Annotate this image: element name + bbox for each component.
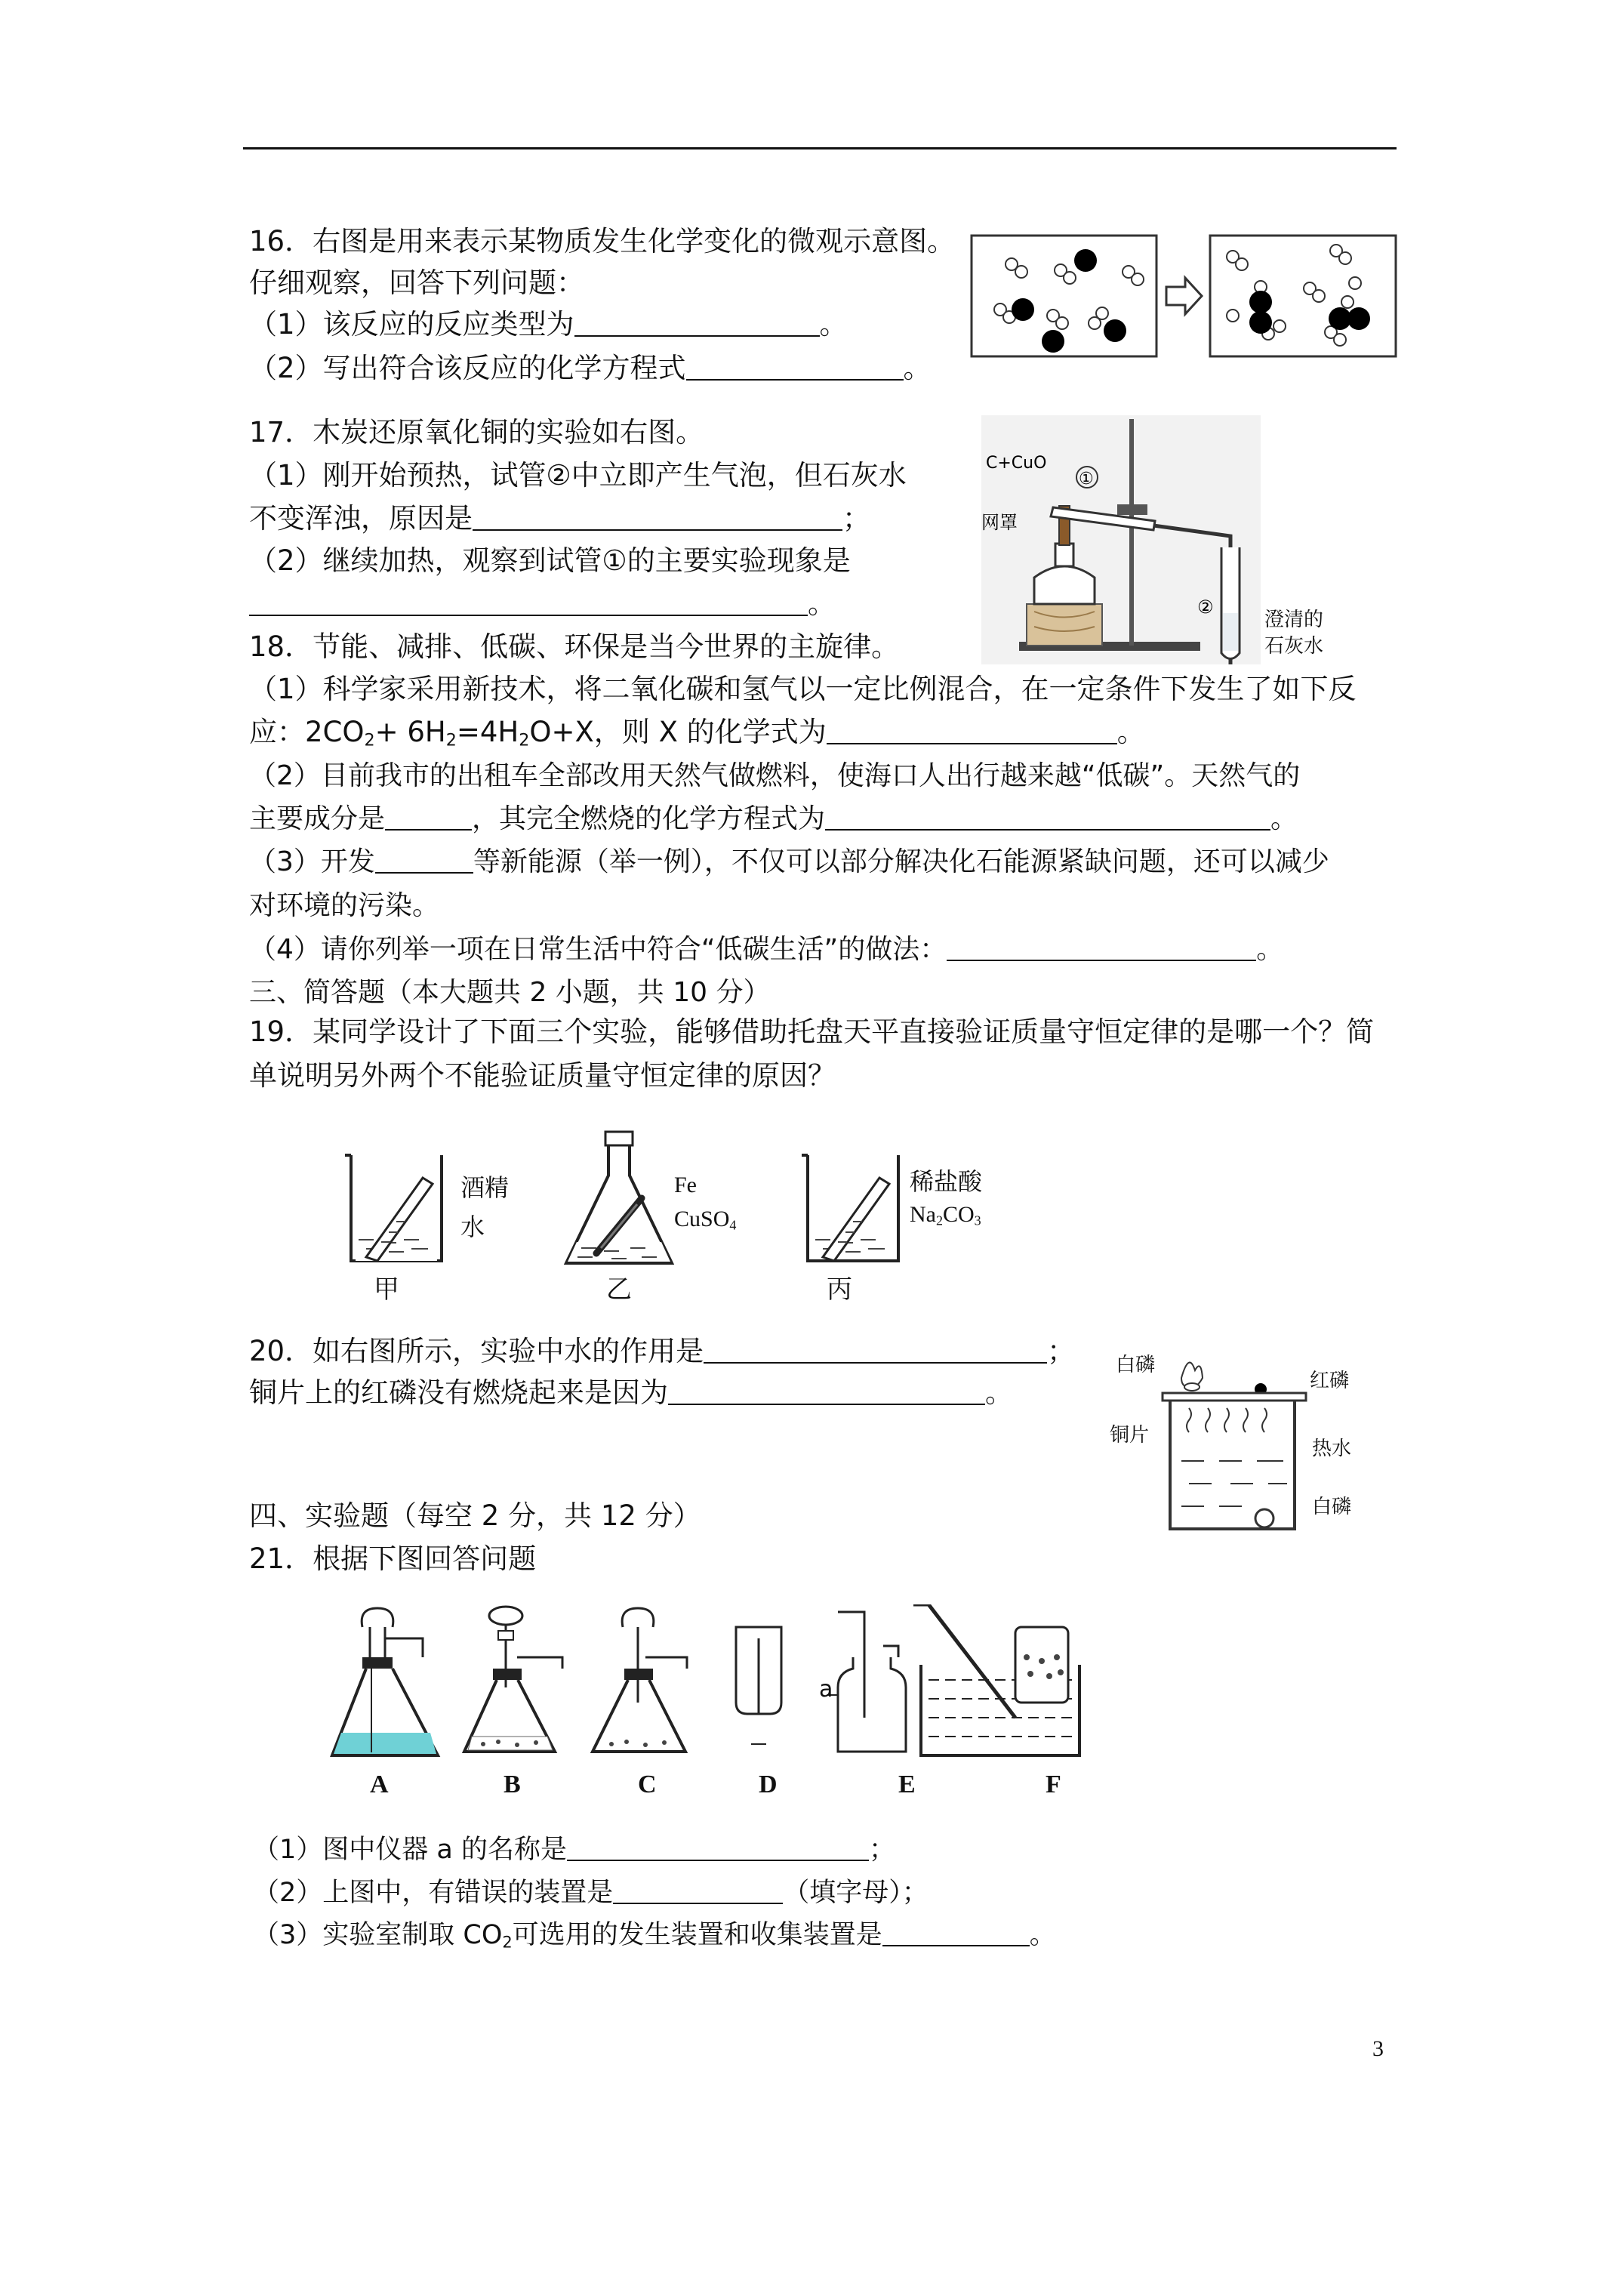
q21-line1: 21．根据下图回答问题 (249, 1542, 537, 1575)
q17-tube2-label: ② (1197, 596, 1214, 618)
q19-beaker-jia (343, 1148, 449, 1268)
q20-line2-end: 。 (985, 1376, 1013, 1409)
q18-line8-end: 。 (1256, 934, 1284, 965)
q19-yi-label-cuso4 (674, 1207, 736, 1234)
q16-line1: 16．右图是用来表示某物质发生化学变化的微观示意图。 (249, 225, 956, 257)
q20-line2 (249, 1374, 1013, 1412)
q21-sub3-subscript: 2 (502, 1933, 513, 1952)
q17-lime-label-2: 石灰水 (1264, 635, 1324, 658)
q21-apparatus-c (593, 1608, 687, 1752)
q20-line2-text: 铜片上的红磷没有燃烧起来是因为 (249, 1376, 668, 1409)
q21-label-C: C (638, 1771, 657, 1798)
q21-sub3-text-b: 可选用的发生装置和收集装置是 (512, 1920, 882, 1950)
q20-line1-end: ； (1047, 1335, 1076, 1367)
q18-eq-sub-3: 2 (519, 730, 530, 750)
q17-tube1-label: ① (1079, 470, 1094, 488)
q19-flask-yi (559, 1129, 687, 1272)
q19-beaker-bing (800, 1148, 906, 1268)
q20-answer-blank-1[interactable] (704, 1338, 1047, 1364)
q17-apparatus-diagram (981, 415, 1261, 664)
q21-apparatus-b (464, 1607, 562, 1752)
q17-part1-text: 不变浑浊，原因是 (249, 502, 473, 535)
q19-yi-cuso-text: CuSO (674, 1207, 730, 1231)
q18-line4: （2）目前我市的出租车全部改用天然气做燃料，使海口人出行越来越“低碳”。天然气的 (249, 760, 1301, 791)
q21-sub2-text: （2）上图中，有错误的装置是 (253, 1878, 614, 1908)
q16-part1-end: 。 (819, 308, 848, 341)
q19-yi-label-fe: Fe (674, 1173, 697, 1197)
q19-bing-caption: 丙 (827, 1274, 852, 1305)
q21-sub2 (253, 1874, 929, 1912)
q19-yi-caption: 乙 (606, 1274, 632, 1305)
section3-heading: 三、简答题（本大题共 2 小题，共 10 分） (249, 977, 771, 1008)
q18-line6 (249, 843, 1329, 881)
q19-jia-label-water: 水 (460, 1213, 485, 1241)
q17-line3 (249, 500, 870, 538)
q18-line3 (249, 713, 1145, 760)
q18-eq-sub-1: 2 (364, 730, 375, 750)
q21-sub3-end: 。 (1029, 1920, 1056, 1950)
q21-apparatus-d (736, 1627, 781, 1744)
q20-phosphorus-diagram (1159, 1348, 1310, 1536)
q19-bing-sub3: 3 (974, 1213, 981, 1228)
q21-apparatus-a (332, 1608, 438, 1755)
q21-label-A: A (370, 1771, 389, 1798)
q21-sub3 (253, 1916, 1056, 1961)
q17-line4: （2）继续加热，观察到试管①的主要实验现象是 (249, 544, 851, 577)
q16-answer-blank-1[interactable] (574, 311, 820, 337)
q17-line5 (249, 585, 836, 623)
q17-lime-label-1: 澄清的 (1264, 609, 1324, 631)
q18-answer-blank-4[interactable] (375, 848, 473, 874)
q18-answer-blank-3[interactable] (825, 805, 1270, 831)
q18-line8-text: （4）请你列举一项在日常生活中符合“低碳生活”的做法： (249, 934, 947, 965)
q21-label-F: F (1046, 1771, 1061, 1798)
q21-apparatus-e (827, 1612, 906, 1752)
q21-label-E: E (898, 1771, 916, 1798)
q21-answer-blank-3[interactable] (882, 1921, 1030, 1946)
page-number: 3 (1372, 2036, 1384, 2061)
q19-bing-na-text: Na (910, 1202, 936, 1227)
q21-apparatus-diagram (325, 1604, 1147, 1763)
q19-bing-label-na2co3 (910, 1202, 981, 1229)
q21-answer-blank-2[interactable] (613, 1878, 783, 1904)
q19-jia-caption: 甲 (374, 1274, 399, 1305)
q18-eq-sub-2: 2 (445, 730, 457, 750)
q18-eq-part-b: + 6H (374, 716, 446, 748)
q17-part2-end: 。 (808, 587, 836, 620)
q16-line4 (249, 350, 932, 387)
q20-answer-blank-2[interactable] (668, 1379, 985, 1405)
q16-part2-text: （2）写出符合该反应的化学方程式 (249, 352, 686, 384)
q19-bing-co-text: CO (942, 1202, 975, 1227)
q17-reagent-label: C+CuO (986, 454, 1047, 473)
q18-line3-end: 。 (1116, 716, 1145, 748)
q21-sub3-text: （3）实验室制取 CO (253, 1920, 503, 1950)
q21-apparatus-f (913, 1604, 1079, 1755)
q21-answer-blank-1[interactable] (567, 1835, 869, 1861)
q17-mesh-label: 网罩 (981, 512, 1018, 533)
q20-line1-text: 20．如右图所示，实验中水的作用是 (249, 1335, 704, 1367)
q21-label-B: B (504, 1771, 521, 1798)
q20-label-hot-water: 热水 (1312, 1438, 1352, 1460)
q16-line2: 仔细观察，回答下列问题： (249, 267, 584, 299)
q18-line5-text-a: 主要成分是 (249, 803, 386, 834)
q17-answer-blank-2[interactable] (249, 590, 808, 616)
q19-bing-label-hcl: 稀盐酸 (910, 1167, 983, 1196)
q16-answer-blank-2[interactable] (686, 355, 904, 381)
q16-micro-diagram (970, 227, 1400, 359)
q21-sub1 (253, 1831, 895, 1869)
q18-line5-end: 。 (1270, 803, 1298, 834)
q19-jia-label-alcohol: 酒精 (460, 1173, 510, 1202)
q20-label-copper: 铜片 (1110, 1424, 1150, 1447)
q21-sub1-text: （1）图中仪器 a 的名称是 (253, 1835, 567, 1865)
q18-answer-blank-5[interactable] (947, 935, 1256, 961)
q16-line3 (249, 306, 848, 344)
q16-part2-end: 。 (903, 352, 932, 384)
q21-sub2-end: （填字母）； (783, 1878, 929, 1908)
q18-line2: （1）科学家采用新技术，将二氧化碳和氢气以一定比例混合，在一定条件下发生了如下反 (249, 673, 1357, 705)
q18-line5 (249, 800, 1298, 838)
section4-heading: 四、实验题（每空 2 分，共 12 分） (249, 1499, 701, 1532)
q18-line1: 18．节能、减排、低碳、环保是当今世界的主旋律。 (249, 630, 900, 663)
q19-bing-sub2: 2 (935, 1213, 943, 1228)
q18-answer-blank-1[interactable] (827, 719, 1117, 744)
q18-line8 (249, 931, 1283, 969)
q18-line7: 对环境的污染。 (249, 890, 440, 921)
header-rule (243, 147, 1397, 149)
q20-label-white-p-bottom: 白磷 (1312, 1496, 1352, 1518)
q18-line5-text-b: ，其完全燃烧的化学方程式为 (472, 803, 826, 834)
q18-line6-text-b: 等新能源（举一例），不仅可以部分解决化石能源紧缺问题，还可以减少 (473, 846, 1329, 877)
q18-eq-part-a: 应：2CO (249, 716, 365, 748)
q18-answer-blank-2[interactable] (385, 805, 472, 831)
q18-eq-part-c: =4H (456, 716, 519, 748)
q18-line6-text-a: （3）开发 (249, 846, 375, 877)
q19-line1: 19．某同学设计了下面三个实验，能够借助托盘天平直接验证质量守恒定律的是哪一个？简 (249, 1015, 1375, 1048)
q18-eq-part-d: O+X，则 X 的化学式为 (529, 716, 827, 748)
q21-label-a-instrument: a (819, 1676, 833, 1703)
q17-part1-end: ； (842, 502, 870, 535)
q17-answer-blank-1[interactable] (473, 505, 842, 531)
q20-label-red-p: 红磷 (1310, 1370, 1350, 1392)
q21-sub1-end: ； (868, 1835, 895, 1865)
q20-line1 (249, 1333, 1075, 1370)
q21-label-D: D (759, 1771, 778, 1798)
q19-line2: 单说明另外两个不能验证质量守恒定律的原因？ (249, 1059, 836, 1092)
q20-label-white-p-top: 白磷 (1116, 1354, 1156, 1376)
q17-line2: （1）刚开始预热，试管②中立即产生气泡，但石灰水 (249, 459, 907, 492)
q19-yi-sub4: 4 (729, 1217, 737, 1233)
q16-part1-text: （1）该反应的反应类型为 (249, 308, 574, 341)
q17-line1: 17．木炭还原氧化铜的实验如右图。 (249, 416, 704, 448)
